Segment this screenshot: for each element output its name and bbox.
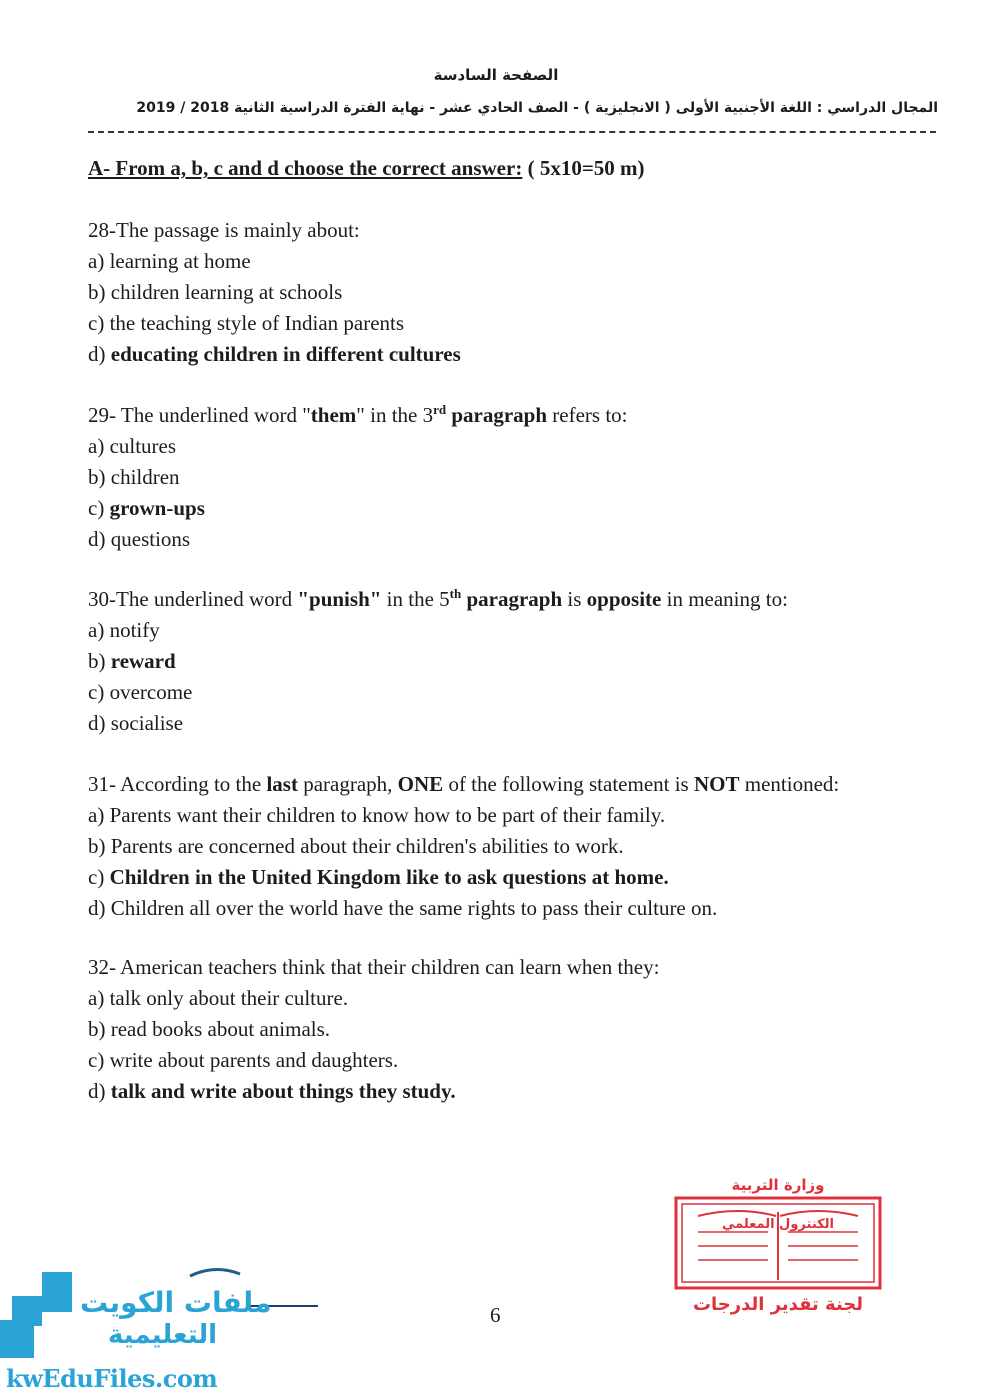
correct-answer: grown-ups [109,496,205,520]
question-stem: 32- American teachers think that their children can learn when they: [88,955,660,979]
logo-url: kwEduFiles.com [6,1364,218,1393]
answer-option [88,646,938,677]
option: a) learning at home [88,249,251,273]
correct-answer: Children in the United Kingdom like to ask questions at home. [109,865,669,889]
stem-bold: ONE [397,772,444,796]
option-letter: d) [88,342,111,366]
stem-text: in the 5 [381,587,450,611]
grading-stamp [668,1172,888,1320]
answer-option [88,493,938,524]
stamp-bottom-text: لجنة تقدير الدرجات [692,1294,864,1315]
logo-text-line1: ملفات الكويت [80,1286,272,1319]
stem-text: 30-The underlined word [88,587,298,611]
option: d) Children all over the world have the same rights to pass their culture on. [88,896,718,920]
question-stem [88,769,938,800]
option: b) Parents are concerned about their children's abilities to work. [88,834,624,858]
stem-superscript: rd [433,402,447,417]
question-29 [88,400,938,555]
logo-text-line2: التعليمية [108,1320,218,1350]
stem-superscript: th [449,586,462,601]
instruction-main: A- From a, b, c and d choose the correct answer: [88,156,523,180]
question-stem [88,584,938,615]
option-letter: c) [88,496,110,520]
option: a) talk only about their culture. [88,986,349,1010]
option: d) questions [88,527,191,551]
option: a) notify [88,618,160,642]
stem-text: refers to: [547,403,628,427]
answer-option [88,862,938,893]
option: c) write about parents and daughters. [88,1048,399,1072]
option: c) overcome [88,680,193,704]
page-number: 6 [490,1303,501,1327]
correct-answer: talk and write about things they study. [110,1079,456,1103]
section-instruction [88,156,645,181]
stem-text: is [562,587,587,611]
question-stem: 28-The passage is mainly about: [88,218,360,242]
option: a) Parents want their children to know how to be part of their family. [88,803,666,827]
stem-bold: last [266,772,298,796]
stem-text: 29- The underlined word " [88,403,311,427]
stem-bold: paragraph [446,403,548,427]
dashed-divider [88,131,936,133]
answer-option [88,339,938,370]
stem-text: in meaning to: [661,587,788,611]
stem-text: 31- According to the [88,772,267,796]
option: d) socialise [88,711,184,735]
option-letter: d) [88,1079,111,1103]
stem-bold: them [310,403,357,427]
question-28 [88,215,938,370]
option-letter: c) [88,865,110,889]
stem-text: mentioned: [739,772,840,796]
stamp-center-text: الكنترول المعلمي [721,1217,835,1232]
option: b) read books about animals. [88,1017,331,1041]
option-letter: b) [88,649,111,673]
stem-bold: NOT [693,772,740,796]
answer-option [88,1076,938,1107]
option: c) the teaching style of Indian parents [88,311,405,335]
stem-text: " in the 3 [356,403,434,427]
option: a) cultures [88,434,177,458]
stem-text: of the following statement is [443,772,694,796]
question-stem [88,400,938,431]
stem-bold: "punish" [297,587,382,611]
option: b) children learning at schools [88,280,343,304]
subject-header: المجال الدراسي : اللغة الأجنبية الأولى ( الانجليزية ) - الصف الحادي عشر - نهاية الفترة الدراسية الثانية 2018 / 2019 [136,100,938,116]
correct-answer: educating children in different cultures [110,342,461,366]
stem-bold: paragraph [461,587,563,611]
stem-text: paragraph, [297,772,398,796]
page-title: الصفحة السادسة [433,66,559,84]
option: b) children [88,465,180,489]
stamp-top-text: وزارة التربية [731,1176,825,1194]
instruction-marks: ( 5x10=50 m) [522,156,645,180]
correct-answer: reward [110,649,176,673]
stem-bold: opposite [586,587,662,611]
question-32 [88,952,938,1107]
question-31 [88,769,938,924]
question-30 [88,584,938,739]
